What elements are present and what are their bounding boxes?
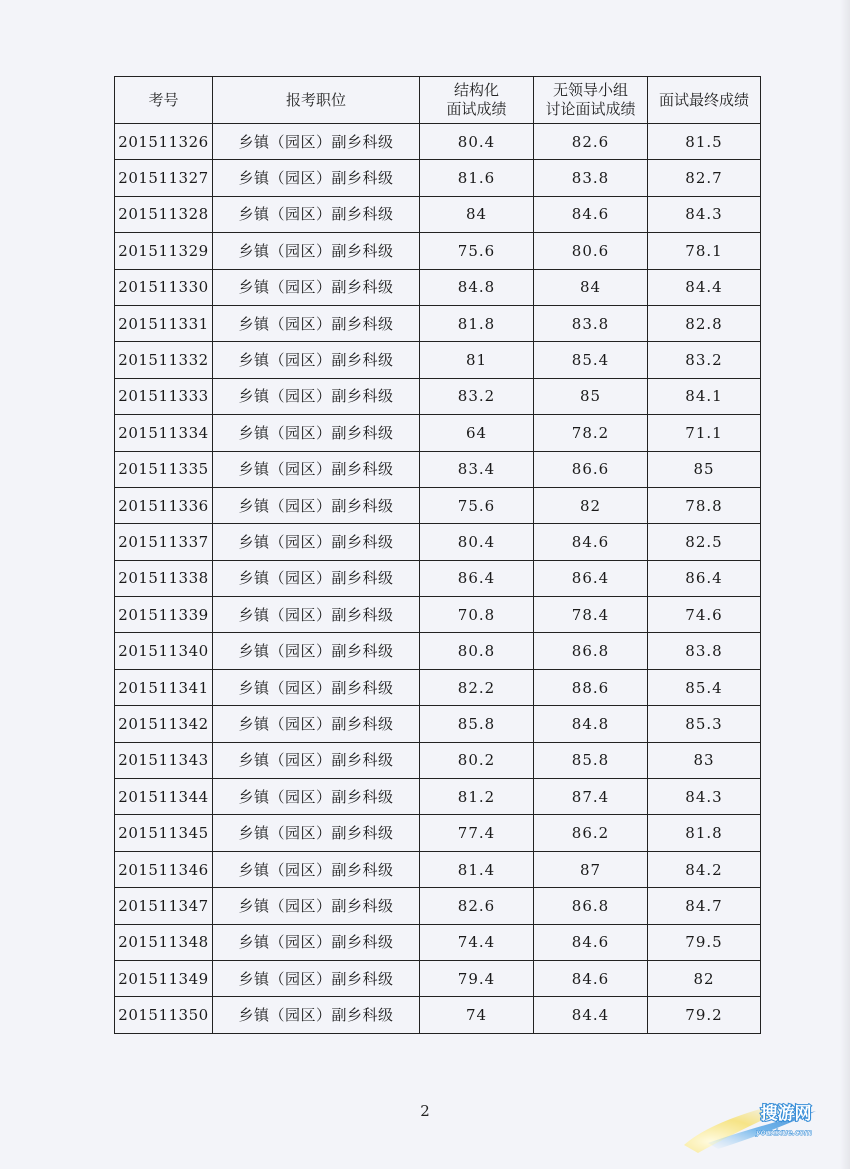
- table-row: [115, 415, 761, 451]
- interview-scores-table: [114, 76, 761, 1034]
- cell-exam-number: 201511333: [115, 378, 213, 414]
- cell-structured-score: 74: [420, 997, 534, 1033]
- cell-final-score: 84.4: [648, 269, 761, 305]
- cell-position: 乡镇（园区）副乡科级: [213, 597, 420, 633]
- cell-group-discussion-score: 83.8: [534, 160, 648, 196]
- cell-exam-number: 201511344: [115, 779, 213, 815]
- cell-exam-number: 201511349: [115, 960, 213, 996]
- cell-structured-score: 64: [420, 415, 534, 451]
- cell-position: 乡镇（园区）副乡科级: [213, 669, 420, 705]
- table-row: [115, 997, 761, 1033]
- cell-exam-number: 201511332: [115, 342, 213, 378]
- cell-group-discussion-score: 82.6: [534, 124, 648, 160]
- cell-position: 乡镇（园区）副乡科级: [213, 196, 420, 232]
- cell-position: 乡镇（园区）副乡科级: [213, 342, 420, 378]
- cell-position: 乡镇（园区）副乡科级: [213, 305, 420, 341]
- cell-group-discussion-score: 87.4: [534, 779, 648, 815]
- table-row: [115, 560, 761, 596]
- cell-group-discussion-score: 85.4: [534, 342, 648, 378]
- cell-exam-number: 201511340: [115, 633, 213, 669]
- cell-exam-number: 201511338: [115, 560, 213, 596]
- cell-structured-score: 81.6: [420, 160, 534, 196]
- cell-final-score: 83: [648, 742, 761, 778]
- cell-structured-score: 75.6: [420, 233, 534, 269]
- cell-structured-score: 84.8: [420, 269, 534, 305]
- cell-exam-number: 201511326: [115, 124, 213, 160]
- table-row: [115, 851, 761, 887]
- table-row: [115, 924, 761, 960]
- cell-final-score: 83.2: [648, 342, 761, 378]
- table-row: [115, 888, 761, 924]
- cell-position: 乡镇（园区）副乡科级: [213, 560, 420, 596]
- cell-position: 乡镇（园区）副乡科级: [213, 706, 420, 742]
- cell-structured-score: 84: [420, 196, 534, 232]
- cell-final-score: 84.2: [648, 851, 761, 887]
- cell-final-score: 86.4: [648, 560, 761, 596]
- cell-exam-number: 201511341: [115, 669, 213, 705]
- table-row: [115, 706, 761, 742]
- cell-final-score: 74.6: [648, 597, 761, 633]
- cell-group-discussion-score: 82: [534, 487, 648, 523]
- cell-position: 乡镇（园区）副乡科级: [213, 997, 420, 1033]
- table-row: [115, 378, 761, 414]
- table-body: [115, 124, 761, 1034]
- cell-exam-number: 201511337: [115, 524, 213, 560]
- cell-structured-score: 81.4: [420, 851, 534, 887]
- cell-group-discussion-score: 86.8: [534, 633, 648, 669]
- cell-position: 乡镇（园区）副乡科级: [213, 124, 420, 160]
- table-row: [115, 524, 761, 560]
- page-edge-shadow: [840, 0, 850, 1169]
- cell-group-discussion-score: 78.4: [534, 597, 648, 633]
- cell-structured-score: 77.4: [420, 815, 534, 851]
- cell-group-discussion-score: 86.4: [534, 560, 648, 596]
- cell-exam-number: 201511347: [115, 888, 213, 924]
- cell-exam-number: 201511342: [115, 706, 213, 742]
- cell-final-score: 82.7: [648, 160, 761, 196]
- table-row: [115, 633, 761, 669]
- cell-structured-score: 79.4: [420, 960, 534, 996]
- cell-structured-score: 82.2: [420, 669, 534, 705]
- cell-exam-number: 201511346: [115, 851, 213, 887]
- cell-structured-score: 75.6: [420, 487, 534, 523]
- table-row: [115, 305, 761, 341]
- cell-structured-score: 83.4: [420, 451, 534, 487]
- table-row: [115, 451, 761, 487]
- cell-structured-score: 80.2: [420, 742, 534, 778]
- cell-position: 乡镇（园区）副乡科级: [213, 742, 420, 778]
- header-position: 报考职位: [213, 77, 420, 124]
- cell-position: 乡镇（园区）副乡科级: [213, 960, 420, 996]
- cell-position: 乡镇（园区）副乡科级: [213, 888, 420, 924]
- cell-position: 乡镇（园区）副乡科级: [213, 160, 420, 196]
- svg-text:youxixue.com: youxixue.com: [755, 1128, 813, 1137]
- cell-exam-number: 201511331: [115, 305, 213, 341]
- svg-text:搜游网: 搜游网: [760, 1104, 812, 1124]
- cell-group-discussion-score: 83.8: [534, 305, 648, 341]
- cell-position: 乡镇（园区）副乡科级: [213, 233, 420, 269]
- cell-position: 乡镇（园区）副乡科级: [213, 633, 420, 669]
- cell-group-discussion-score: 86.2: [534, 815, 648, 851]
- cell-final-score: 82: [648, 960, 761, 996]
- table-row: [115, 669, 761, 705]
- cell-group-discussion-score: 85.8: [534, 742, 648, 778]
- cell-structured-score: 81.8: [420, 305, 534, 341]
- table-row: [115, 779, 761, 815]
- cell-structured-score: 85.8: [420, 706, 534, 742]
- cell-structured-score: 80.8: [420, 633, 534, 669]
- page-number: 2: [420, 1102, 430, 1120]
- cell-group-discussion-score: 86.6: [534, 451, 648, 487]
- cell-final-score: 81.8: [648, 815, 761, 851]
- cell-position: 乡镇（园区）副乡科级: [213, 415, 420, 451]
- cell-final-score: 82.5: [648, 524, 761, 560]
- cell-position: 乡镇（园区）副乡科级: [213, 487, 420, 523]
- cell-group-discussion-score: 86.8: [534, 888, 648, 924]
- cell-structured-score: 80.4: [420, 524, 534, 560]
- cell-final-score: 85.4: [648, 669, 761, 705]
- cell-structured-score: 86.4: [420, 560, 534, 596]
- cell-group-discussion-score: 84.6: [534, 196, 648, 232]
- cell-final-score: 84.3: [648, 779, 761, 815]
- cell-structured-score: 81: [420, 342, 534, 378]
- table-row: [115, 342, 761, 378]
- cell-final-score: 78.8: [648, 487, 761, 523]
- cell-structured-score: 80.4: [420, 124, 534, 160]
- cell-group-discussion-score: 84.6: [534, 524, 648, 560]
- table-row: [115, 233, 761, 269]
- cell-group-discussion-score: 88.6: [534, 669, 648, 705]
- cell-final-score: 83.8: [648, 633, 761, 669]
- cell-structured-score: 81.2: [420, 779, 534, 815]
- cell-position: 乡镇（园区）副乡科级: [213, 524, 420, 560]
- cell-structured-score: 83.2: [420, 378, 534, 414]
- cell-position: 乡镇（园区）副乡科级: [213, 851, 420, 887]
- cell-group-discussion-score: 84.6: [534, 924, 648, 960]
- cell-exam-number: 201511339: [115, 597, 213, 633]
- cell-final-score: 79.2: [648, 997, 761, 1033]
- cell-structured-score: 82.6: [420, 888, 534, 924]
- cell-exam-number: 201511328: [115, 196, 213, 232]
- cell-group-discussion-score: 87: [534, 851, 648, 887]
- table-row: [115, 487, 761, 523]
- cell-group-discussion-score: 84.6: [534, 960, 648, 996]
- cell-group-discussion-score: 84.8: [534, 706, 648, 742]
- cell-structured-score: 70.8: [420, 597, 534, 633]
- cell-final-score: 85.3: [648, 706, 761, 742]
- cell-group-discussion-score: 78.2: [534, 415, 648, 451]
- cell-final-score: 78.1: [648, 233, 761, 269]
- cell-final-score: 84.3: [648, 196, 761, 232]
- cell-final-score: 85: [648, 451, 761, 487]
- cell-position: 乡镇（园区）副乡科级: [213, 269, 420, 305]
- cell-exam-number: 201511348: [115, 924, 213, 960]
- table-row: [115, 124, 761, 160]
- cell-position: 乡镇（园区）副乡科级: [213, 451, 420, 487]
- table-row: [115, 815, 761, 851]
- cell-position: 乡镇（园区）副乡科级: [213, 924, 420, 960]
- cell-group-discussion-score: 85: [534, 378, 648, 414]
- cell-final-score: 71.1: [648, 415, 761, 451]
- cell-group-discussion-score: 84: [534, 269, 648, 305]
- table-row: [115, 742, 761, 778]
- table-row: [115, 196, 761, 232]
- cell-final-score: 82.8: [648, 305, 761, 341]
- table-row: [115, 269, 761, 305]
- cell-exam-number: 201511350: [115, 997, 213, 1033]
- table-row: [115, 597, 761, 633]
- cell-exam-number: 201511345: [115, 815, 213, 851]
- cell-exam-number: 201511336: [115, 487, 213, 523]
- cell-structured-score: 74.4: [420, 924, 534, 960]
- header-exam-number: 考号: [115, 77, 213, 124]
- header-final-score: 面试最终成绩: [648, 77, 761, 124]
- cell-final-score: 81.5: [648, 124, 761, 160]
- cell-exam-number: 201511335: [115, 451, 213, 487]
- cell-final-score: 84.7: [648, 888, 761, 924]
- header-group-discussion-score: 无领导小组 讨论面试成绩: [534, 77, 648, 124]
- cell-group-discussion-score: 80.6: [534, 233, 648, 269]
- table-row: [115, 960, 761, 996]
- cell-exam-number: 201511327: [115, 160, 213, 196]
- site-watermark-logo: [678, 1085, 828, 1155]
- table-row: [115, 160, 761, 196]
- cell-exam-number: 201511329: [115, 233, 213, 269]
- cell-position: 乡镇（园区）副乡科级: [213, 779, 420, 815]
- table-header-row: [115, 77, 761, 124]
- header-structured-score: 结构化 面试成绩: [420, 77, 534, 124]
- cell-position: 乡镇（园区）副乡科级: [213, 378, 420, 414]
- cell-exam-number: 201511343: [115, 742, 213, 778]
- cell-final-score: 84.1: [648, 378, 761, 414]
- cell-final-score: 79.5: [648, 924, 761, 960]
- cell-exam-number: 201511330: [115, 269, 213, 305]
- cell-exam-number: 201511334: [115, 415, 213, 451]
- cell-group-discussion-score: 84.4: [534, 997, 648, 1033]
- cell-position: 乡镇（园区）副乡科级: [213, 815, 420, 851]
